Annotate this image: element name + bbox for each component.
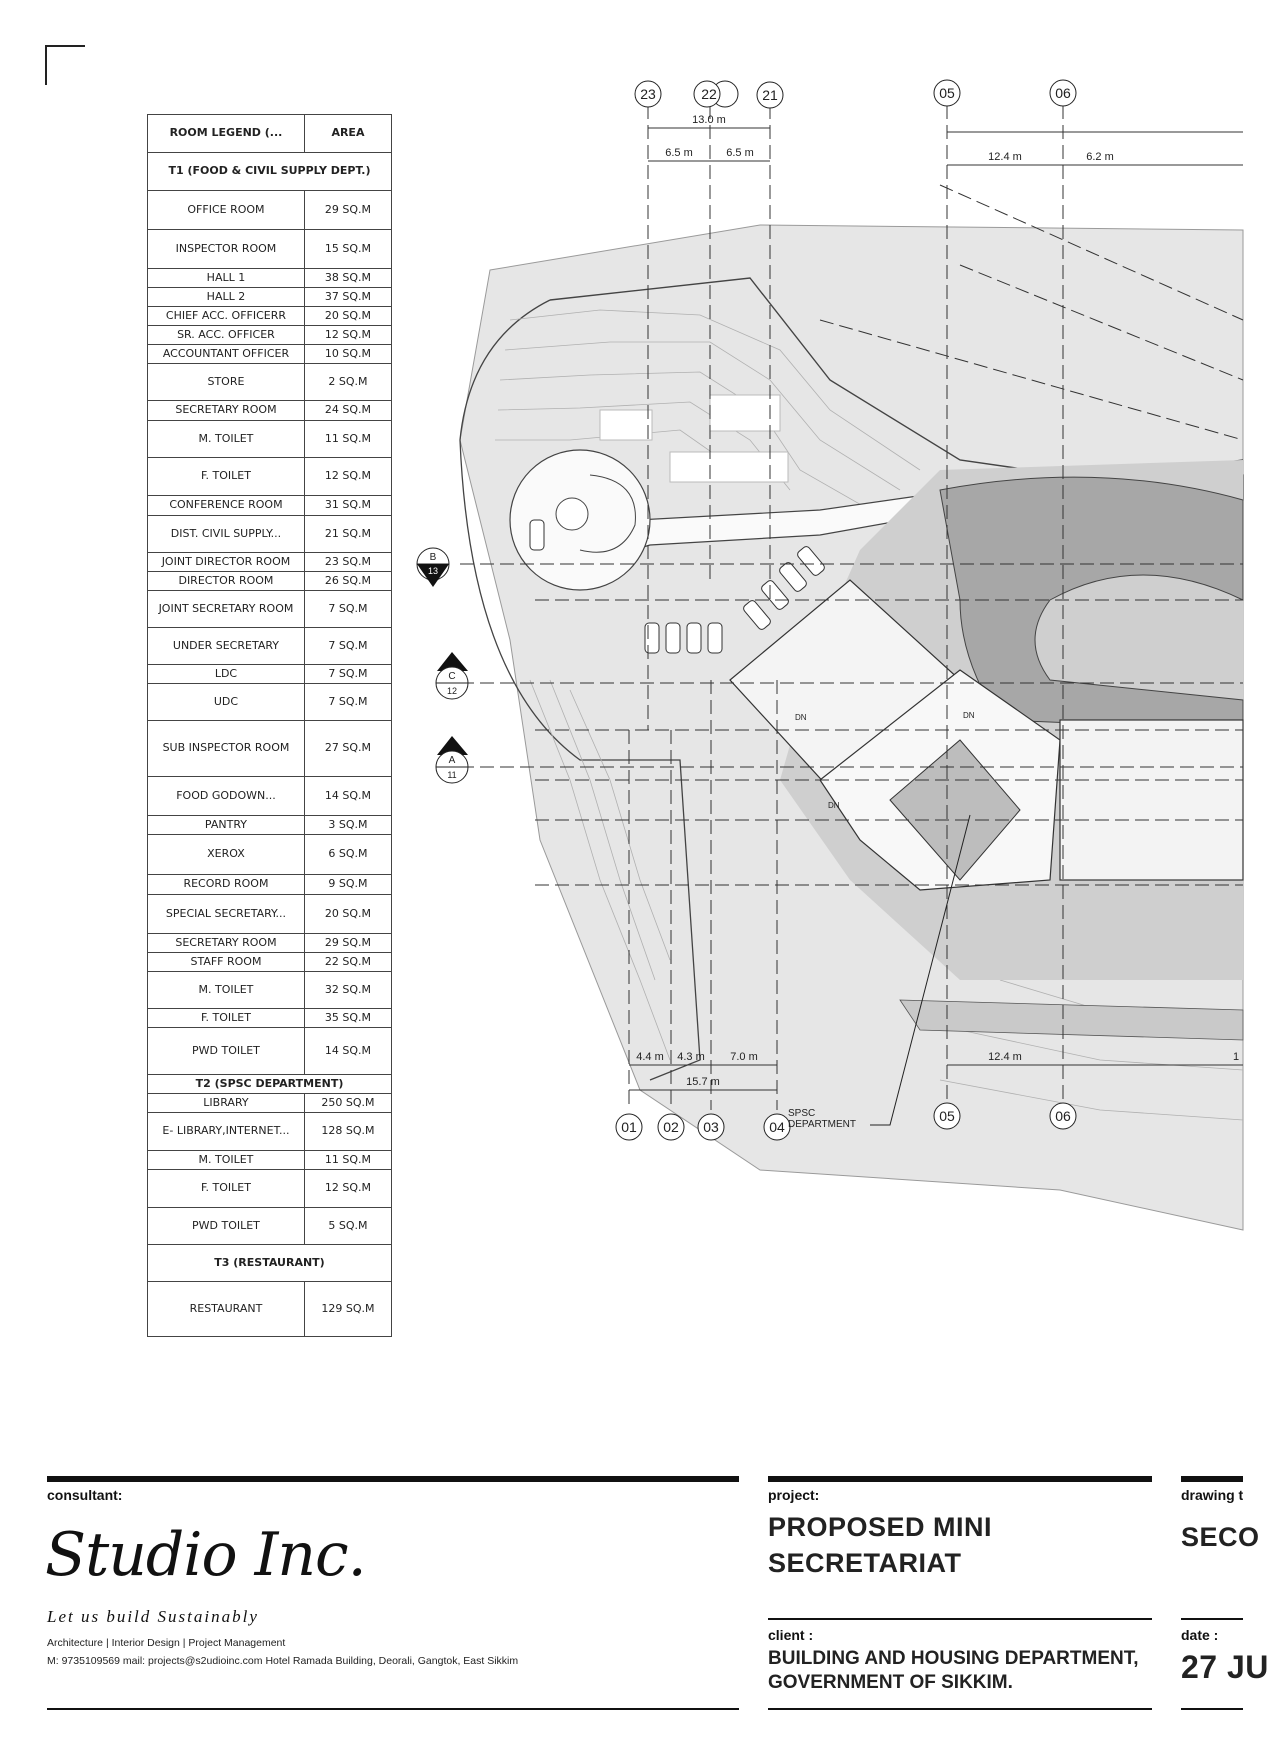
legend-row (148, 269, 392, 288)
legend-room-name: M. TOILET (148, 1151, 305, 1170)
project-title-line1: PROPOSED MINI (768, 1512, 993, 1542)
title-block-bottom-rule-drawing (1181, 1708, 1243, 1710)
legend-row (148, 628, 392, 665)
client-line1: BUILDING AND HOUSING DEPARTMENT, (768, 1648, 1139, 1669)
grid-label-05-top: 05 (939, 85, 955, 101)
legend-room-name: LIBRARY (148, 1094, 305, 1113)
logo-tagline: Let us build Sustainably (47, 1607, 259, 1626)
legend-row (148, 934, 392, 953)
legend-room-area: 22 SQ.M (304, 953, 391, 972)
legend-room-name: RECORD ROOM (148, 875, 305, 895)
legend-row (148, 421, 392, 458)
legend-room-name: HALL 1 (148, 269, 305, 288)
studio-logo: Studio Inc. (45, 1520, 366, 1590)
legend-row (148, 1009, 392, 1028)
legend-room-name: JOINT DIRECTOR ROOM (148, 553, 305, 572)
legend-room-area: 12 SQ.M (304, 326, 391, 345)
legend-section-title: T2 (SPSC DEPARTMENT) (148, 1075, 392, 1094)
legend-section-row (148, 1245, 392, 1282)
legend-room-area: 250 SQ.M (304, 1094, 391, 1113)
title-block-bottom-rule-consultant (47, 1708, 739, 1710)
dim-top-1: 6.5 m (665, 147, 693, 159)
legend-row (148, 875, 392, 895)
legend-room-area: 11 SQ.M (304, 421, 391, 458)
callout-label: SPSC DEPARTMENT (788, 1108, 856, 1130)
legend-row (148, 1170, 392, 1208)
legend-room-area: 37 SQ.M (304, 288, 391, 307)
legend-room-name: XEROX (148, 835, 305, 875)
legend-room-name: F. TOILET (148, 1009, 305, 1028)
legend-room-name: E- LIBRARY,INTERNET... (148, 1113, 305, 1151)
contact-text: M: 9735109569 mail: projects@s2udioinc.com Hotel Ramada Building, Deorali, Gangtok, East Sikkim (47, 1655, 519, 1667)
legend-row (148, 1282, 392, 1337)
legend-room-name: SUB INSPECTOR ROOM (148, 721, 305, 777)
dim-bottom-2: 4.3 m (677, 1051, 705, 1063)
legend-row (148, 458, 392, 496)
title-block-rule-project (768, 1476, 1152, 1482)
legend-row (148, 972, 392, 1009)
legend-room-area: 7 SQ.M (304, 665, 391, 684)
legend-room-area: 32 SQ.M (304, 972, 391, 1009)
dim-top-total: 13.0 m (692, 114, 726, 126)
legend-room-area: 11 SQ.M (304, 1151, 391, 1170)
grid-label-02: 02 (663, 1119, 679, 1135)
legend-row (148, 345, 392, 364)
site-floor-plan (400, 80, 1243, 1280)
legend-room-name: STAFF ROOM (148, 953, 305, 972)
date-value: 27 JU (1181, 1649, 1269, 1685)
drawing-title-value: SECO (1181, 1522, 1260, 1552)
legend-row (148, 953, 392, 972)
legend-room-name: LDC (148, 665, 305, 684)
room-legend-table (147, 114, 392, 1337)
date-label: date : (1181, 1627, 1219, 1643)
legend-row (148, 1208, 392, 1245)
stair-dn-label: DN (828, 801, 840, 810)
legend-room-area: 35 SQ.M (304, 1009, 391, 1028)
legend-header-row (148, 115, 392, 153)
legend-row (148, 288, 392, 307)
grid-label-01: 01 (621, 1119, 637, 1135)
section-a-letter: A (448, 755, 456, 766)
legend-room-area: 128 SQ.M (304, 1113, 391, 1151)
legend-room-name: PWD TOILET (148, 1028, 305, 1075)
legend-room-name: FOOD GODOWN... (148, 777, 305, 816)
legend-room-name: DIST. CIVIL SUPPLY... (148, 516, 305, 553)
section-b-num: 13 (427, 566, 439, 576)
section-marker-b (417, 548, 449, 587)
legend-room-area: 24 SQ.M (304, 401, 391, 421)
legend-room-area: 2 SQ.M (304, 364, 391, 401)
legend-room-area: 15 SQ.M (304, 230, 391, 269)
legend-room-area: 14 SQ.M (304, 777, 391, 816)
legend-room-name: F. TOILET (148, 458, 305, 496)
client-label: client : (768, 1627, 814, 1643)
legend-header-name: ROOM LEGEND (... (148, 115, 305, 153)
legend-room-area: 129 SQ.M (304, 1282, 391, 1337)
legend-room-area: 3 SQ.M (304, 816, 391, 835)
stair-dn-label: DN (963, 711, 975, 720)
legend-room-area: 5 SQ.M (304, 1208, 391, 1245)
legend-room-area: 38 SQ.M (304, 269, 391, 288)
legend-room-name: HALL 2 (148, 288, 305, 307)
legend-row (148, 553, 392, 572)
legend-room-area: 12 SQ.M (304, 458, 391, 496)
legend-room-area: 9 SQ.M (304, 875, 391, 895)
dim-bottom-5: 1 (1232, 1051, 1240, 1063)
legend-room-name: INSPECTOR ROOM (148, 230, 305, 269)
legend-row (148, 721, 392, 777)
legend-room-area: 29 SQ.M (304, 934, 391, 953)
legend-room-name: CONFERENCE ROOM (148, 496, 305, 516)
services-text: Architecture | Interior Design | Project Management (47, 1637, 286, 1649)
legend-row (148, 684, 392, 721)
legend-room-area: 6 SQ.M (304, 835, 391, 875)
dim-bottom-4: 12.4 m (988, 1051, 1022, 1063)
legend-room-area: 26 SQ.M (304, 572, 391, 591)
legend-section-title: T3 (RESTAURANT) (148, 1245, 392, 1282)
legend-row (148, 1094, 392, 1113)
project-title-line2: SECRETARIAT (768, 1548, 962, 1578)
grid-label-05-bottom: 05 (939, 1108, 955, 1124)
legend-row (148, 1113, 392, 1151)
legend-row (148, 835, 392, 875)
legend-section-title: T1 (FOOD & CIVIL SUPPLY DEPT.) (148, 153, 392, 191)
legend-row (148, 496, 392, 516)
legend-room-area: 21 SQ.M (304, 516, 391, 553)
legend-room-name: SPECIAL SECRETARY... (148, 895, 305, 934)
dim-top-3: 12.4 m (988, 151, 1022, 163)
legend-row (148, 572, 392, 591)
legend-row (148, 895, 392, 934)
dim-bottom-3: 7.0 m (730, 1051, 758, 1063)
title-block-rule-date (1181, 1618, 1243, 1620)
legend-room-area: 31 SQ.M (304, 496, 391, 516)
legend-row (148, 326, 392, 345)
dim-bottom-total: 15.7 m (686, 1076, 720, 1088)
legend-row (148, 307, 392, 326)
legend-row (148, 401, 392, 421)
legend-room-name: SECRETARY ROOM (148, 401, 305, 421)
legend-section-row (148, 1075, 392, 1094)
legend-room-area: 27 SQ.M (304, 721, 391, 777)
title-block-rule-drawing (1181, 1476, 1243, 1482)
legend-room-name: ACCOUNTANT OFFICER (148, 345, 305, 364)
legend-room-name: JOINT SECRETARY ROOM (148, 591, 305, 628)
section-a-num: 11 (447, 770, 457, 780)
legend-room-name: M. TOILET (148, 421, 305, 458)
sheet-corner-mark (45, 45, 85, 85)
legend-room-area: 7 SQ.M (304, 684, 391, 721)
legend-row (148, 1028, 392, 1075)
legend-room-area: 20 SQ.M (304, 307, 391, 326)
legend-row (148, 777, 392, 816)
plan-label-box (600, 410, 652, 440)
legend-section-row (148, 153, 392, 191)
legend-room-area: 10 SQ.M (304, 345, 391, 364)
legend-room-area: 7 SQ.M (304, 591, 391, 628)
legend-room-name: PANTRY (148, 816, 305, 835)
dim-top-4: 6.2 m (1086, 151, 1114, 163)
section-marker-a (436, 736, 468, 783)
legend-room-name: UDC (148, 684, 305, 721)
legend-room-name: OFFICE ROOM (148, 191, 305, 230)
legend-room-area: 29 SQ.M (304, 191, 391, 230)
legend-room-name: RESTAURANT (148, 1282, 305, 1337)
consultant-label: consultant: (47, 1487, 123, 1503)
section-c-letter: C (448, 671, 456, 682)
legend-room-area: 7 SQ.M (304, 628, 391, 665)
legend-row (148, 816, 392, 835)
title-block-rule-client (768, 1618, 1152, 1620)
building-east-block (1060, 720, 1243, 880)
grid-label-21: 21 (762, 87, 778, 103)
grid-label-06-bottom: 06 (1055, 1108, 1071, 1124)
grid-label-04: 04 (769, 1119, 785, 1135)
legend-room-name: DIRECTOR ROOM (148, 572, 305, 591)
legend-room-area: 12 SQ.M (304, 1170, 391, 1208)
turning-circle-inner (556, 498, 588, 530)
legend-room-area: 23 SQ.M (304, 553, 391, 572)
client-line2: GOVERNMENT OF SIKKIM. (768, 1672, 1013, 1693)
section-c-num: 12 (446, 686, 458, 696)
grid-label-06-top: 06 (1055, 85, 1071, 101)
legend-row (148, 1151, 392, 1170)
title-block-bottom-rule-project (768, 1708, 1152, 1710)
legend-room-name: CHIEF ACC. OFFICERR (148, 307, 305, 326)
legend-row (148, 364, 392, 401)
grid-label-03: 03 (703, 1119, 719, 1135)
legend-row (148, 516, 392, 553)
legend-row (148, 230, 392, 269)
legend-header-area: AREA (304, 115, 391, 153)
legend-room-name: M. TOILET (148, 972, 305, 1009)
project-label: project: (768, 1487, 820, 1503)
title-block-rule-consultant (47, 1476, 739, 1482)
stair-dn-label: DN (795, 713, 807, 722)
dim-bottom-1: 4.4 m (636, 1051, 664, 1063)
legend-row (148, 665, 392, 684)
legend-row (148, 191, 392, 230)
dim-top-2: 6.5 m (726, 147, 754, 159)
legend-room-name: PWD TOILET (148, 1208, 305, 1245)
legend-room-area: 20 SQ.M (304, 895, 391, 934)
legend-room-name: SECRETARY ROOM (148, 934, 305, 953)
drawing-title-label: drawing t (1181, 1487, 1244, 1503)
legend-room-area: 14 SQ.M (304, 1028, 391, 1075)
legend-room-name: SR. ACC. OFFICER (148, 326, 305, 345)
legend-room-name: STORE (148, 364, 305, 401)
section-marker-c (436, 652, 468, 699)
grid-label-23: 23 (640, 86, 656, 102)
legend-room-name: F. TOILET (148, 1170, 305, 1208)
section-b-letter: B (429, 552, 437, 563)
legend-row (148, 591, 392, 628)
legend-room-name: UNDER SECRETARY (148, 628, 305, 665)
grid-label-22: 22 (701, 86, 717, 102)
